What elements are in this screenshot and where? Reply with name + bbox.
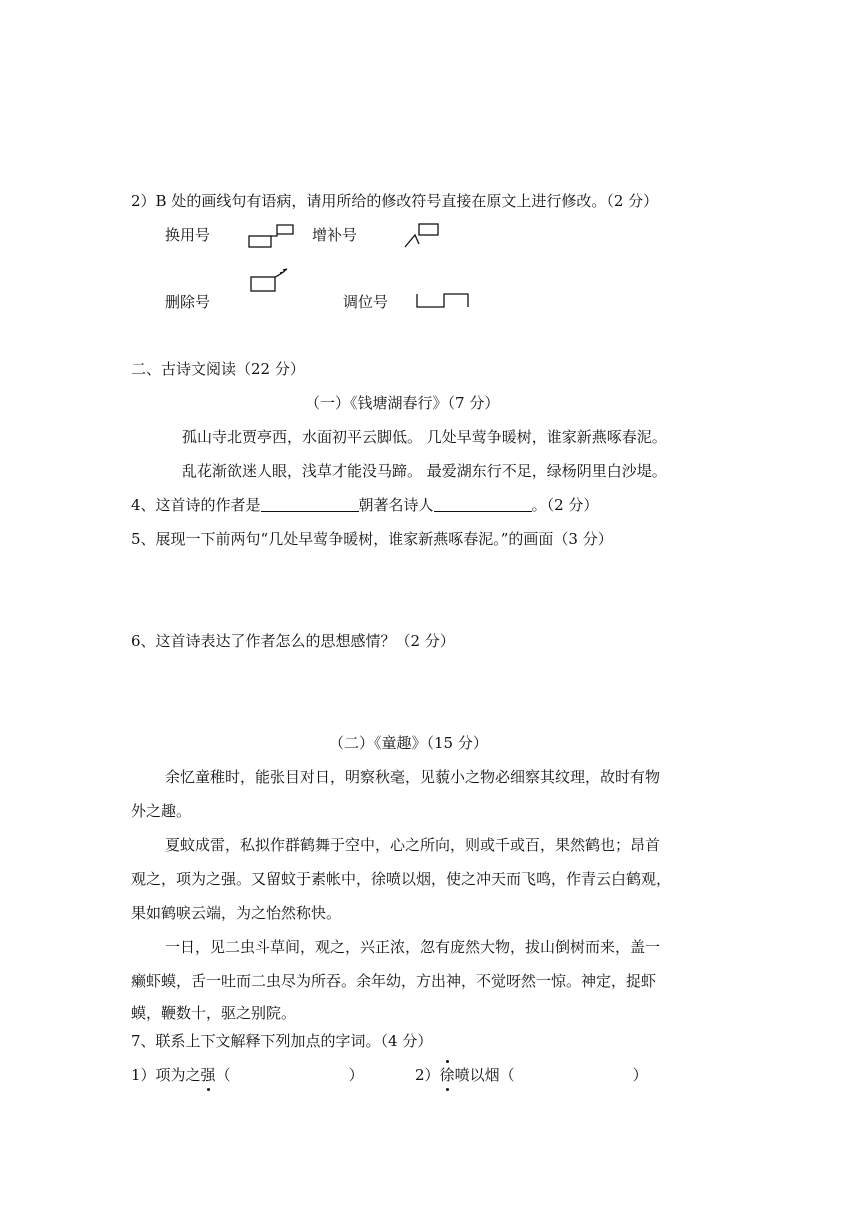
q4-text-part3: 。（2 分） bbox=[531, 496, 599, 514]
replace-symbol-label: 换用号 bbox=[165, 226, 211, 244]
poem-heading: （一）《钱塘湖春行》（7 分） bbox=[305, 394, 500, 412]
prose-p3-line3: 蟆，鞭数十，驱之别院。 bbox=[131, 1004, 297, 1022]
insert-symbol-label: 增补号 bbox=[312, 226, 358, 244]
delete-symbol-label: 删除号 bbox=[165, 293, 211, 311]
prose-p1-line2: 外之趣。 bbox=[131, 802, 192, 820]
prose-p2-line1: 夏蚊成雷，私拟作群鹤舞于空中，心之所向，则或千或百，果然鹤也；昂首 bbox=[165, 836, 661, 854]
poem-line-2: 乱花渐欲迷人眼，浅草才能没马蹄。 最爱湖东行不足，绿杨阴里白沙堤。 bbox=[182, 462, 667, 480]
q4-text-part2: 朝著名诗人 bbox=[358, 496, 434, 514]
prose-heading: （二）《童趣》（15 分） bbox=[329, 734, 488, 752]
q6-question: 6、这首诗表达了作者怎么的思想感情？（2 分） bbox=[131, 632, 455, 650]
q7-instruction: 7、联系上下文解释下列加点的字词。（4 分） bbox=[131, 1032, 433, 1050]
poem-line-1: 孤山寺北贾亭西，水面初平云脚低。 几处早莺争暖树，谁家新燕啄春泥。 bbox=[182, 428, 667, 446]
prose-p3-line2: 癞虾蟆，舌一吐而二虫尽为所吞。余年幼，方出神，不觉呀然一惊。神定，捉虾 bbox=[131, 972, 657, 990]
q7-item1-dotted-char: 强 bbox=[200, 1066, 216, 1084]
prose-p3-line1: 一日，见二虫斗草间，观之，兴正浓，忽有庞然大物，拔山倒树而来，盖一 bbox=[165, 938, 661, 956]
prose-p2-line2: 观之，项为之强。又留蚊于素帐中，徐喷以烟，使之冲天而飞鸣，作青云白鹤观， bbox=[131, 870, 672, 888]
delete-symbol-icon bbox=[250, 265, 300, 295]
q4-blank-dynasty[interactable] bbox=[261, 495, 359, 512]
q7-item1 bbox=[131, 1065, 364, 1085]
q7-item2-close-paren: ） bbox=[632, 1066, 648, 1084]
q4-blank-poet[interactable] bbox=[434, 495, 532, 512]
q5-question: 5、展现一下前两句“几处早莺争暖树，谁家新燕啄春泥。”的画面（3 分） bbox=[131, 530, 613, 548]
transpose-symbol-label: 调位号 bbox=[343, 293, 389, 311]
replace-symbol-icon bbox=[248, 222, 300, 248]
q7-item1-prefix: 1）项为之 bbox=[131, 1066, 201, 1084]
q7-item2 bbox=[415, 1065, 648, 1085]
q7-item2-prefix: 2） bbox=[415, 1066, 440, 1084]
q4-question bbox=[131, 495, 598, 515]
transpose-symbol-icon bbox=[416, 291, 472, 311]
prose-p2-line3: 果如鹤唳云端，为之怡然称快。 bbox=[131, 904, 342, 922]
q7-item2-dotted-char: 徐 bbox=[439, 1066, 455, 1084]
q7-item1-close-paren: ） bbox=[348, 1066, 364, 1084]
q4-text-part1: 4、这首诗的作者是 bbox=[131, 496, 261, 514]
prose-p1-line1: 余忆童稚时，能张目对日，明察秋毫，见藐小之物必细察其纹理，故时有物 bbox=[165, 768, 661, 786]
q2-instruction: 2）B 处的画线句有语病，请用所给的修改符号直接在原文上进行修改。（2 分） bbox=[131, 192, 659, 210]
q7-item1-open-paren: （ bbox=[215, 1066, 231, 1084]
q7-item2-text: 喷以烟（ bbox=[454, 1066, 515, 1084]
insert-symbol-icon bbox=[404, 222, 444, 248]
section2-title: 二、古诗文阅读（22 分） bbox=[131, 360, 305, 378]
